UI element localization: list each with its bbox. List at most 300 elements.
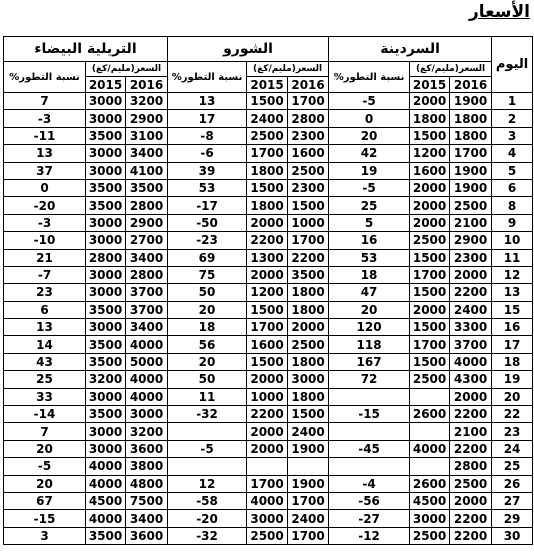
g1-change-percent-cell: 120	[329, 319, 410, 336]
g1-price-2016-cell: 2500	[450, 197, 492, 214]
g2-change-percent-cell: 69	[168, 249, 247, 266]
g2-change-percent-cell: 13	[168, 93, 247, 110]
table-row	[4, 197, 533, 214]
g1-change-percent-cell: 5-	[329, 179, 410, 196]
g2-price-2015-cell: 2200	[247, 406, 288, 423]
g2-change-percent-cell: 58-	[168, 492, 247, 509]
g2-price-2015-cell: 1500	[247, 301, 288, 318]
day-cell: 24	[492, 440, 533, 457]
g1-price-2016-cell: 2400	[450, 301, 492, 318]
g3-price-2016-cell: 3600	[126, 527, 168, 544]
g1-change-percent-cell: 27-	[329, 510, 410, 527]
table-row	[4, 475, 533, 492]
header-change: نسبة التطور%	[329, 62, 410, 93]
g2-price-2016-cell: 2800	[288, 110, 329, 127]
g2-price-2015-cell: 2400	[247, 110, 288, 127]
g2-change-percent-cell	[168, 458, 247, 475]
day-cell: 23	[492, 423, 533, 440]
g2-price-2015-cell: 2000	[247, 371, 288, 388]
g1-change-percent-cell: 5-	[329, 93, 410, 110]
g2-price-2016-cell: 1500	[288, 406, 329, 423]
day-cell: 18	[492, 353, 533, 370]
day-cell: 13	[492, 284, 533, 301]
g2-price-2016-cell: 2000	[288, 319, 329, 336]
g3-price-2016-cell: 3400	[126, 249, 168, 266]
g1-price-2015-cell: 3000	[410, 510, 450, 527]
g1-price-2015-cell: 4000	[410, 440, 450, 457]
header-year-2016: 2016	[450, 77, 492, 93]
g3-price-2016-cell: 7500	[126, 492, 168, 509]
g3-price-2016-cell: 2900	[126, 110, 168, 127]
g3-price-2015-cell: 4000	[86, 458, 126, 475]
g3-price-2015-cell: 3000	[86, 145, 126, 162]
g2-price-2015-cell: 1200	[247, 284, 288, 301]
g2-price-2016-cell: 2300	[288, 179, 329, 196]
header-group-sardine: السردينة	[329, 37, 492, 62]
header-price: السعر(مليم/كغ)	[86, 62, 168, 77]
g3-change-percent-cell: 15-	[4, 510, 86, 527]
day-cell: 10	[492, 232, 533, 249]
g3-price-2016-cell: 4000	[126, 371, 168, 388]
header-change: نسبة التطور%	[4, 62, 86, 93]
table-row	[4, 406, 533, 423]
g1-price-2015-cell: 1500	[410, 127, 450, 144]
g3-price-2016-cell: 3500	[126, 179, 168, 196]
g3-price-2015-cell: 3000	[86, 388, 126, 405]
g1-price-2016-cell: 2000	[450, 388, 492, 405]
g1-price-2016-cell: 2200	[450, 440, 492, 457]
g1-price-2015-cell: 1200	[410, 145, 450, 162]
header-day: اليوم	[492, 37, 533, 93]
g2-price-2016-cell: 1900	[288, 475, 329, 492]
g3-change-percent-cell: 0	[4, 179, 86, 196]
g3-change-percent-cell: 20	[4, 475, 86, 492]
g1-change-percent-cell: 12-	[329, 527, 410, 544]
g2-price-2015-cell: 2500	[247, 527, 288, 544]
g2-price-2016-cell: 2500	[288, 336, 329, 353]
g2-change-percent-cell: 18	[168, 319, 247, 336]
g1-change-percent-cell	[329, 388, 410, 405]
g1-price-2015-cell: 2500	[410, 232, 450, 249]
table-row	[4, 336, 533, 353]
header-group-shouro: الشورو	[168, 37, 329, 62]
day-cell: 22	[492, 406, 533, 423]
table-row	[4, 145, 533, 162]
g1-price-2016-cell: 2800	[450, 458, 492, 475]
g3-price-2016-cell: 3800	[126, 458, 168, 475]
g2-price-2016-cell: 1800	[288, 284, 329, 301]
table-row	[4, 127, 533, 144]
g1-price-2016-cell: 2500	[450, 475, 492, 492]
g2-change-percent-cell: 53	[168, 179, 247, 196]
g1-price-2016-cell: 2200	[450, 406, 492, 423]
g3-change-percent-cell: 14	[4, 336, 86, 353]
day-cell: 17	[492, 336, 533, 353]
header-year-2016: 2016	[288, 77, 329, 93]
g2-change-percent-cell: 20-	[168, 510, 247, 527]
g3-price-2015-cell: 3500	[86, 406, 126, 423]
g3-price-2015-cell: 4500	[86, 492, 126, 509]
g2-price-2015-cell: 1300	[247, 249, 288, 266]
g3-price-2015-cell: 3500	[86, 127, 126, 144]
g3-price-2015-cell: 3000	[86, 423, 126, 440]
g3-price-2016-cell: 3200	[126, 93, 168, 110]
g2-price-2016-cell: 1500	[288, 197, 329, 214]
g3-price-2015-cell: 3000	[86, 93, 126, 110]
g1-price-2015-cell	[410, 423, 450, 440]
g2-price-2016-cell: 3500	[288, 266, 329, 283]
g3-change-percent-cell: 43	[4, 353, 86, 370]
g3-change-percent-cell: 67	[4, 492, 86, 509]
g3-change-percent-cell: 7-	[4, 266, 86, 283]
g1-change-percent-cell: 45-	[329, 440, 410, 457]
g3-price-2015-cell: 3000	[86, 162, 126, 179]
g3-price-2015-cell: 3000	[86, 440, 126, 457]
g3-price-2015-cell: 3000	[86, 266, 126, 283]
g1-price-2016-cell: 2900	[450, 232, 492, 249]
g2-change-percent-cell: 8-	[168, 127, 247, 144]
table-row	[4, 214, 533, 231]
g1-price-2016-cell: 1900	[450, 93, 492, 110]
day-cell: 1	[492, 93, 533, 110]
day-cell: 2	[492, 110, 533, 127]
header-year-2015: 2015	[247, 77, 288, 93]
g2-price-2016-cell: 2400	[288, 423, 329, 440]
g3-change-percent-cell: 33	[4, 388, 86, 405]
table-row	[4, 179, 533, 196]
g3-price-2015-cell: 3500	[86, 301, 126, 318]
g3-price-2015-cell: 3000	[86, 319, 126, 336]
g3-change-percent-cell: 13	[4, 319, 86, 336]
g1-change-percent-cell: 42	[329, 145, 410, 162]
g1-change-percent-cell: 0	[329, 110, 410, 127]
g2-price-2016-cell: 1600	[288, 145, 329, 162]
prices-table	[3, 36, 533, 545]
g2-price-2016-cell: 1800	[288, 301, 329, 318]
g1-price-2016-cell: 4000	[450, 353, 492, 370]
g1-price-2016-cell: 1700	[450, 145, 492, 162]
day-cell: 26	[492, 475, 533, 492]
g2-price-2016-cell	[288, 458, 329, 475]
g2-price-2015-cell	[247, 458, 288, 475]
g3-price-2016-cell: 3100	[126, 127, 168, 144]
g2-price-2015-cell: 1000	[247, 388, 288, 405]
day-cell: 6	[492, 179, 533, 196]
g2-price-2015-cell: 1700	[247, 475, 288, 492]
g3-price-2016-cell: 3700	[126, 284, 168, 301]
day-cell: 9	[492, 214, 533, 231]
g2-price-2016-cell: 1700	[288, 527, 329, 544]
g1-price-2015-cell: 4500	[410, 492, 450, 509]
g1-price-2016-cell: 1900	[450, 162, 492, 179]
g3-change-percent-cell: 7	[4, 423, 86, 440]
g1-price-2016-cell: 4300	[450, 371, 492, 388]
table-row	[4, 93, 533, 110]
header-group-white-bream: التريلية البيضاء	[4, 37, 168, 62]
day-cell: 4	[492, 145, 533, 162]
g3-price-2016-cell: 3400	[126, 319, 168, 336]
g1-price-2015-cell: 1800	[410, 110, 450, 127]
g1-price-2016-cell: 3700	[450, 336, 492, 353]
g1-price-2015-cell	[410, 388, 450, 405]
g3-price-2015-cell: 3000	[86, 214, 126, 231]
g1-change-percent-cell: 25	[329, 197, 410, 214]
g1-change-percent-cell: 118	[329, 336, 410, 353]
g1-change-percent-cell: 20	[329, 301, 410, 318]
g3-change-percent-cell: 20	[4, 440, 86, 457]
g2-change-percent-cell: 56	[168, 336, 247, 353]
g1-price-2015-cell	[410, 458, 450, 475]
g2-change-percent-cell: 23-	[168, 232, 247, 249]
g2-price-2016-cell: 1700	[288, 93, 329, 110]
g3-change-percent-cell: 3-	[4, 214, 86, 231]
g1-price-2015-cell: 2500	[410, 371, 450, 388]
page-title: الأسعار	[469, 2, 530, 22]
g1-price-2016-cell: 2200	[450, 284, 492, 301]
g3-change-percent-cell: 5-	[4, 458, 86, 475]
g3-change-percent-cell: 25	[4, 371, 86, 388]
g2-change-percent-cell: 17	[168, 110, 247, 127]
g2-price-2015-cell: 3000	[247, 510, 288, 527]
g2-change-percent-cell: 50-	[168, 214, 247, 231]
g2-price-2016-cell: 1700	[288, 232, 329, 249]
g2-price-2016-cell: 1900	[288, 440, 329, 457]
g3-price-2015-cell: 3500	[86, 197, 126, 214]
g1-change-percent-cell: 56-	[329, 492, 410, 509]
day-cell: 8	[492, 197, 533, 214]
g1-change-percent-cell: 20	[329, 127, 410, 144]
g3-change-percent-cell: 3	[4, 527, 86, 544]
table-row	[4, 319, 533, 336]
g2-price-2016-cell: 1000	[288, 214, 329, 231]
g1-price-2016-cell: 1800	[450, 127, 492, 144]
g2-price-2016-cell: 3000	[288, 371, 329, 388]
day-cell: 12	[492, 266, 533, 283]
g2-change-percent-cell: 6-	[168, 145, 247, 162]
g3-price-2016-cell: 4000	[126, 336, 168, 353]
table-row	[4, 440, 533, 457]
table-row	[4, 353, 533, 370]
g2-change-percent-cell: 20	[168, 353, 247, 370]
g1-change-percent-cell: 19	[329, 162, 410, 179]
g2-price-2015-cell: 2200	[247, 232, 288, 249]
table-row	[4, 492, 533, 509]
g1-price-2016-cell: 2000	[450, 266, 492, 283]
g3-price-2015-cell: 3500	[86, 336, 126, 353]
day-cell: 5	[492, 162, 533, 179]
header-price: السعر(مليم/كغ)	[247, 62, 329, 77]
table-row	[4, 301, 533, 318]
table-row	[4, 458, 533, 475]
g1-price-2015-cell: 2000	[410, 197, 450, 214]
g1-price-2015-cell: 1700	[410, 266, 450, 283]
g1-price-2015-cell: 2000	[410, 214, 450, 231]
header-year-2015: 2015	[410, 77, 450, 93]
g2-change-percent-cell: 11	[168, 388, 247, 405]
g3-change-percent-cell: 3-	[4, 110, 86, 127]
g3-price-2015-cell: 3000	[86, 284, 126, 301]
g1-change-percent-cell: 4-	[329, 475, 410, 492]
g1-price-2016-cell: 2100	[450, 214, 492, 231]
g1-price-2016-cell: 2200	[450, 510, 492, 527]
table-row	[4, 162, 533, 179]
g1-price-2015-cell: 2600	[410, 475, 450, 492]
g3-change-percent-cell: 13	[4, 145, 86, 162]
header-year-2015: 2015	[86, 77, 126, 93]
g2-change-percent-cell: 12	[168, 475, 247, 492]
g1-price-2015-cell: 1500	[410, 249, 450, 266]
g1-price-2016-cell: 2000	[450, 492, 492, 509]
g1-change-percent-cell: 72	[329, 371, 410, 388]
g2-change-percent-cell: 17-	[168, 197, 247, 214]
g1-change-percent-cell: 16	[329, 232, 410, 249]
g1-price-2016-cell: 2100	[450, 423, 492, 440]
g3-price-2016-cell: 3700	[126, 301, 168, 318]
g1-change-percent-cell	[329, 458, 410, 475]
g2-price-2015-cell: 1500	[247, 93, 288, 110]
g2-price-2015-cell: 1600	[247, 336, 288, 353]
g3-price-2016-cell: 4800	[126, 475, 168, 492]
g3-price-2015-cell: 2800	[86, 249, 126, 266]
g2-price-2015-cell: 2000	[247, 423, 288, 440]
g3-price-2016-cell: 3400	[126, 145, 168, 162]
g2-price-2015-cell: 2500	[247, 127, 288, 144]
day-cell: 25	[492, 458, 533, 475]
g3-change-percent-cell: 11-	[4, 127, 86, 144]
table-row	[4, 249, 533, 266]
g3-price-2016-cell: 3600	[126, 440, 168, 457]
g2-change-percent-cell: 39	[168, 162, 247, 179]
g3-price-2016-cell: 3000	[126, 406, 168, 423]
table-row	[4, 510, 533, 527]
g3-change-percent-cell: 10-	[4, 232, 86, 249]
g2-price-2016-cell: 1800	[288, 388, 329, 405]
g1-price-2015-cell: 1600	[410, 162, 450, 179]
g1-price-2016-cell: 2300	[450, 249, 492, 266]
g3-price-2016-cell: 4000	[126, 388, 168, 405]
g2-price-2015-cell: 1500	[247, 353, 288, 370]
g3-change-percent-cell: 6	[4, 301, 86, 318]
g3-change-percent-cell: 21	[4, 249, 86, 266]
g1-change-percent-cell: 15-	[329, 406, 410, 423]
day-cell: 27	[492, 492, 533, 509]
g1-price-2015-cell: 2000	[410, 93, 450, 110]
g2-price-2016-cell: 1800	[288, 353, 329, 370]
g3-price-2015-cell: 3500	[86, 527, 126, 544]
g3-price-2016-cell: 2800	[126, 266, 168, 283]
g2-change-percent-cell: 32-	[168, 527, 247, 544]
g1-price-2016-cell: 1900	[450, 179, 492, 196]
day-cell: 30	[492, 527, 533, 544]
g2-price-2015-cell: 1500	[247, 179, 288, 196]
g3-price-2015-cell: 3500	[86, 353, 126, 370]
table-row	[4, 423, 533, 440]
g2-price-2015-cell: 1800	[247, 162, 288, 179]
g1-change-percent-cell: 167	[329, 353, 410, 370]
g2-change-percent-cell: 5-	[168, 440, 247, 457]
g1-price-2015-cell: 1500	[410, 353, 450, 370]
g2-change-percent-cell: 50	[168, 284, 247, 301]
g1-price-2015-cell: 1500	[410, 284, 450, 301]
day-cell: 11	[492, 249, 533, 266]
g3-price-2015-cell: 3000	[86, 232, 126, 249]
g3-change-percent-cell: 14-	[4, 406, 86, 423]
day-cell: 16	[492, 319, 533, 336]
table-row	[4, 266, 533, 283]
g1-change-percent-cell: 5	[329, 214, 410, 231]
day-cell: 20	[492, 388, 533, 405]
g3-price-2015-cell: 4000	[86, 510, 126, 527]
g3-change-percent-cell: 37	[4, 162, 86, 179]
g2-change-percent-cell: 20	[168, 301, 247, 318]
day-cell: 19	[492, 371, 533, 388]
day-cell: 3	[492, 127, 533, 144]
g2-price-2016-cell: 2500	[288, 162, 329, 179]
g2-price-2016-cell: 2200	[288, 249, 329, 266]
table-row	[4, 232, 533, 249]
g1-price-2015-cell: 1700	[410, 336, 450, 353]
g2-price-2015-cell: 2000	[247, 214, 288, 231]
table-row	[4, 110, 533, 127]
g3-price-2016-cell: 3200	[126, 423, 168, 440]
g2-change-percent-cell: 50	[168, 371, 247, 388]
table-body	[4, 93, 533, 545]
g3-price-2016-cell: 3400	[126, 510, 168, 527]
g2-price-2016-cell: 1700	[288, 492, 329, 509]
g1-price-2015-cell: 2500	[410, 527, 450, 544]
g3-price-2015-cell: 3200	[86, 371, 126, 388]
g3-price-2015-cell: 3500	[86, 179, 126, 196]
g1-price-2015-cell: 2000	[410, 301, 450, 318]
g2-change-percent-cell: 32-	[168, 406, 247, 423]
g1-price-2016-cell: 1800	[450, 110, 492, 127]
day-cell: 29	[492, 510, 533, 527]
g3-price-2016-cell: 5000	[126, 353, 168, 370]
g2-change-percent-cell	[168, 423, 247, 440]
day-cell: 15	[492, 301, 533, 318]
g2-price-2016-cell: 2400	[288, 510, 329, 527]
g2-price-2015-cell: 1800	[247, 197, 288, 214]
g2-price-2015-cell: 2000	[247, 266, 288, 283]
g2-price-2015-cell: 1700	[247, 319, 288, 336]
g3-price-2016-cell: 2800	[126, 197, 168, 214]
g3-change-percent-cell: 7	[4, 93, 86, 110]
table-row	[4, 371, 533, 388]
g2-change-percent-cell: 75	[168, 266, 247, 283]
g3-price-2016-cell: 4100	[126, 162, 168, 179]
g2-price-2015-cell: 1700	[247, 145, 288, 162]
g2-price-2016-cell: 2300	[288, 127, 329, 144]
header-year-2016: 2016	[126, 77, 168, 93]
g1-change-percent-cell	[329, 423, 410, 440]
g1-price-2015-cell: 2600	[410, 406, 450, 423]
g3-change-percent-cell: 23	[4, 284, 86, 301]
g3-change-percent-cell: 20-	[4, 197, 86, 214]
table-row	[4, 284, 533, 301]
g2-price-2015-cell: 2000	[247, 440, 288, 457]
g1-price-2016-cell: 3300	[450, 319, 492, 336]
table-row	[4, 527, 533, 544]
header-change: نسبة التطور%	[168, 62, 247, 93]
g2-price-2015-cell: 4000	[247, 492, 288, 509]
g3-price-2015-cell: 4000	[86, 475, 126, 492]
g1-price-2015-cell: 1500	[410, 319, 450, 336]
g1-change-percent-cell: 53	[329, 249, 410, 266]
g3-price-2015-cell: 3000	[86, 110, 126, 127]
g3-price-2016-cell: 2900	[126, 214, 168, 231]
table-row	[4, 388, 533, 405]
g1-change-percent-cell: 47	[329, 284, 410, 301]
